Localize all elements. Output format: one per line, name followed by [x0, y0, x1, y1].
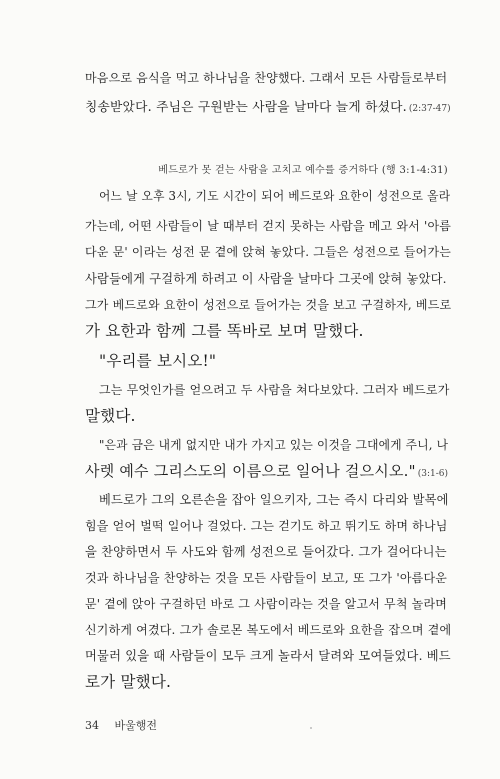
text-line: 힘을 얻어 벌떡 일어나 걸었다. 그는 걷기도 하고 뛰기도 하며 하나님	[85, 519, 448, 533]
text-line: 가는데, 어떤 사람들이 날 때부터 걷지 못하는 사람을 메고 와서 '아름	[85, 219, 452, 233]
section-heading: 베드로가 못 걷는 사람을 고치고 예수를 증거하다 (행 3:1-4:31)	[158, 165, 448, 176]
text-line: 그는 무엇인가를 얻으려고 두 사람을 쳐다보았다. 그러자 베드로가	[99, 383, 450, 397]
text-line: 사렛 예수 그리스도의 이름으로 일어나 걸으시오." (3:1-6)	[85, 462, 448, 480]
text-line: 칭송받았다. 주님은 구원받는 사람을 날마다 늘게 하셨다. (2:37-47)	[85, 100, 451, 115]
text-line: 가 요한과 함께 그를 똑바로 보며 말했다.	[85, 322, 364, 340]
text-line: 사람들에게 구걸하게 하려고 이 사람을 날마다 그곳에 앉혀 놓았다.	[85, 272, 447, 286]
text-line: 어느 날 오후 3시, 기도 시간이 되어 베드로와 요한이 성전으로 올라	[99, 189, 451, 203]
text-line: 그가 베드로와 요한이 성전으로 들어가는 것을 보고 구걸하자, 베드로	[85, 298, 452, 312]
text-line: 말했다.	[85, 407, 136, 425]
verse-citation: (2:37-47)	[408, 104, 451, 114]
page-footer	[85, 717, 157, 733]
text-line: 베드로가 그의 오른손을 잡아 일으키자, 그는 즉시 다리와 발목에	[99, 493, 449, 507]
text-line: 다운 문' 이라는 성전 문 곁에 앉혀 놓았다. 그들은 성전으로 들어가는	[85, 245, 452, 259]
text-line: 문' 곁에 앉아 구걸하던 바로 그 사람이라는 것을 알고서 무척 놀라며	[85, 597, 448, 611]
text-line: "은과 금은 내게 없지만 내가 가지고 있는 이것을 그대에게 주니, 나	[99, 438, 449, 452]
text-line: 을 찬양하면서 두 사도와 함께 성전으로 들어갔다. 그가 걸어다니는	[85, 545, 447, 559]
text-line: "우리를 보시오!"	[99, 352, 217, 370]
text-line: 머물러 있을 때 사람들이 모두 크게 놀라서 달려와 모여들었다. 베드	[85, 649, 451, 663]
text-line: 것과 하나님을 찬양하는 것을 모든 사람들이 보고, 또 그가 '아름다운	[85, 571, 448, 585]
paper-speck	[310, 727, 312, 729]
page-number: 34	[85, 719, 99, 732]
text-line: 로가 말했다.	[85, 673, 172, 691]
text-line: 신기하게 여겼다. 그가 솔로몬 복도에서 베드로와 요한을 잡으며 곁에	[85, 623, 452, 637]
text-line: 마음으로 음식을 먹고 하나님을 찬양했다. 그래서 모든 사람들로부터	[85, 71, 448, 85]
running-title: 바울행전	[114, 719, 158, 732]
verse-citation: (3:1-6)	[417, 469, 448, 479]
